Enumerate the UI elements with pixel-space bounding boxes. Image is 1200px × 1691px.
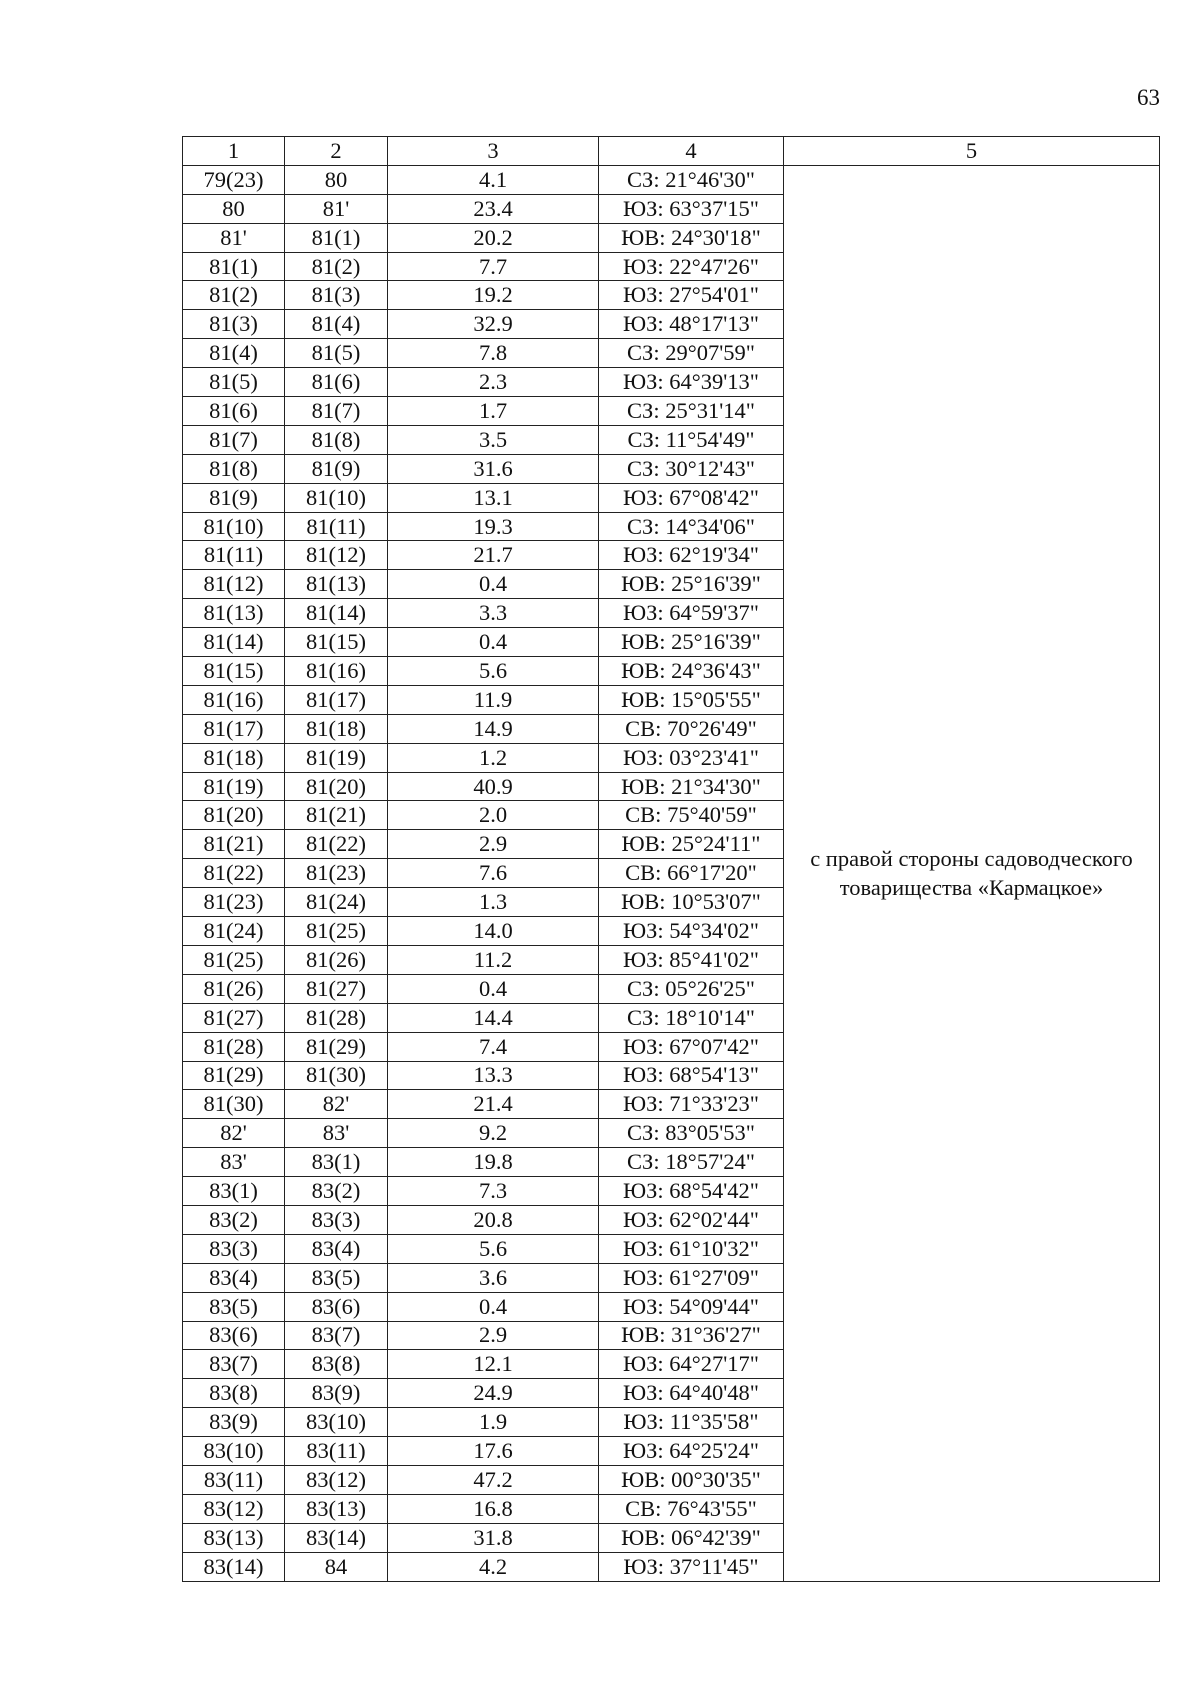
- distance-cell: 24.9: [388, 1379, 599, 1408]
- from-point-cell: 83(14): [183, 1552, 285, 1581]
- distance-cell: 7.7: [388, 252, 599, 281]
- from-point-cell: 81(22): [183, 859, 285, 888]
- from-point-cell: 81': [183, 223, 285, 252]
- distance-cell: 47.2: [388, 1465, 599, 1494]
- bearing-cell: ЮВ: 00°30'35": [599, 1465, 784, 1494]
- distance-cell: 19.2: [388, 281, 599, 310]
- page-number: 63: [1137, 85, 1160, 110]
- bearing-cell: ЮЗ: 22°47'26": [599, 252, 784, 281]
- bearing-cell: ЮВ: 25°16'39": [599, 570, 784, 599]
- to-point-cell: 81(3): [285, 281, 388, 310]
- from-point-cell: 81(24): [183, 917, 285, 946]
- bearing-cell: ЮЗ: 64°39'13": [599, 368, 784, 397]
- bearing-cell: СЗ: 18°57'24": [599, 1148, 784, 1177]
- from-point-cell: 83(4): [183, 1263, 285, 1292]
- to-point-cell: 83(14): [285, 1523, 388, 1552]
- to-point-cell: 81': [285, 194, 388, 223]
- distance-cell: 4.1: [388, 165, 599, 194]
- from-point-cell: 81(6): [183, 397, 285, 426]
- bearing-cell: ЮВ: 06°42'39": [599, 1523, 784, 1552]
- from-point-cell: 80: [183, 194, 285, 223]
- to-point-cell: 81(12): [285, 541, 388, 570]
- distance-cell: 11.9: [388, 685, 599, 714]
- distance-cell: 2.9: [388, 1321, 599, 1350]
- column-header-3: 3: [388, 137, 599, 166]
- to-point-cell: 84: [285, 1552, 388, 1581]
- from-point-cell: 81(3): [183, 310, 285, 339]
- from-point-cell: 83(2): [183, 1205, 285, 1234]
- from-point-cell: 83(1): [183, 1177, 285, 1206]
- from-point-cell: 81(5): [183, 368, 285, 397]
- column-header-1: 1: [183, 137, 285, 166]
- bearing-cell: ЮЗ: 61°10'32": [599, 1234, 784, 1263]
- bearing-cell: СВ: 75°40'59": [599, 801, 784, 830]
- from-point-cell: 81(15): [183, 657, 285, 686]
- to-point-cell: 83(3): [285, 1205, 388, 1234]
- bearing-cell: СЗ: 83°05'53": [599, 1119, 784, 1148]
- bearing-cell: ЮЗ: 64°59'37": [599, 599, 784, 628]
- from-point-cell: 83(5): [183, 1292, 285, 1321]
- to-point-cell: 81(1): [285, 223, 388, 252]
- from-point-cell: 81(29): [183, 1061, 285, 1090]
- distance-cell: 9.2: [388, 1119, 599, 1148]
- distance-cell: 31.6: [388, 454, 599, 483]
- bearing-cell: ЮЗ: 62°19'34": [599, 541, 784, 570]
- from-point-cell: 81(2): [183, 281, 285, 310]
- from-point-cell: 81(8): [183, 454, 285, 483]
- from-point-cell: 81(16): [183, 685, 285, 714]
- from-point-cell: 81(26): [183, 974, 285, 1003]
- bearing-cell: ЮЗ: 54°34'02": [599, 917, 784, 946]
- distance-cell: 19.8: [388, 1148, 599, 1177]
- to-point-cell: 83': [285, 1119, 388, 1148]
- distance-cell: 5.6: [388, 1234, 599, 1263]
- to-point-cell: 81(8): [285, 425, 388, 454]
- to-point-cell: 81(19): [285, 743, 388, 772]
- distance-cell: 21.4: [388, 1090, 599, 1119]
- bearing-cell: ЮЗ: 48°17'13": [599, 310, 784, 339]
- to-point-cell: 83(10): [285, 1408, 388, 1437]
- bearing-cell: ЮЗ: 62°02'44": [599, 1205, 784, 1234]
- to-point-cell: 81(6): [285, 368, 388, 397]
- from-point-cell: 81(23): [183, 888, 285, 917]
- distance-cell: 13.1: [388, 483, 599, 512]
- from-point-cell: 83(7): [183, 1350, 285, 1379]
- to-point-cell: 81(7): [285, 397, 388, 426]
- distance-cell: 32.9: [388, 310, 599, 339]
- bearing-cell: ЮВ: 31°36'27": [599, 1321, 784, 1350]
- from-point-cell: 81(11): [183, 541, 285, 570]
- distance-cell: 17.6: [388, 1437, 599, 1466]
- table-body: [183, 165, 1160, 1581]
- distance-cell: 13.3: [388, 1061, 599, 1090]
- table-header-row: [183, 137, 1160, 166]
- from-point-cell: 83(3): [183, 1234, 285, 1263]
- bearing-cell: ЮВ: 25°24'11": [599, 830, 784, 859]
- to-point-cell: 81(26): [285, 945, 388, 974]
- bearing-cell: СВ: 66°17'20": [599, 859, 784, 888]
- bearing-cell: ЮВ: 15°05'55": [599, 685, 784, 714]
- bearing-cell: СЗ: 25°31'14": [599, 397, 784, 426]
- distance-cell: 0.4: [388, 1292, 599, 1321]
- distance-cell: 21.7: [388, 541, 599, 570]
- to-point-cell: 81(28): [285, 1003, 388, 1032]
- distance-cell: 5.6: [388, 657, 599, 686]
- to-point-cell: 83(12): [285, 1465, 388, 1494]
- bearing-cell: СЗ: 14°34'06": [599, 512, 784, 541]
- distance-cell: 7.4: [388, 1032, 599, 1061]
- distance-cell: 16.8: [388, 1494, 599, 1523]
- distance-cell: 3.5: [388, 425, 599, 454]
- from-point-cell: 81(21): [183, 830, 285, 859]
- distance-cell: 7.8: [388, 339, 599, 368]
- distance-cell: 1.3: [388, 888, 599, 917]
- bearing-cell: СЗ: 05°26'25": [599, 974, 784, 1003]
- column-header-2: 2: [285, 137, 388, 166]
- from-point-cell: 81(19): [183, 772, 285, 801]
- distance-cell: 1.9: [388, 1408, 599, 1437]
- from-point-cell: 81(4): [183, 339, 285, 368]
- distance-cell: 31.8: [388, 1523, 599, 1552]
- to-point-cell: 81(30): [285, 1061, 388, 1090]
- from-point-cell: 81(7): [183, 425, 285, 454]
- distance-cell: 4.2: [388, 1552, 599, 1581]
- to-point-cell: 81(5): [285, 339, 388, 368]
- bearing-cell: ЮВ: 24°30'18": [599, 223, 784, 252]
- bearing-cell: ЮЗ: 85°41'02": [599, 945, 784, 974]
- bearing-cell: ЮВ: 25°16'39": [599, 628, 784, 657]
- bearing-cell: ЮВ: 24°36'43": [599, 657, 784, 686]
- distance-cell: 0.4: [388, 974, 599, 1003]
- from-point-cell: 81(28): [183, 1032, 285, 1061]
- to-point-cell: 81(18): [285, 714, 388, 743]
- distance-cell: 14.0: [388, 917, 599, 946]
- bearing-cell: СЗ: 30°12'43": [599, 454, 784, 483]
- distance-cell: 3.6: [388, 1263, 599, 1292]
- distance-cell: 40.9: [388, 772, 599, 801]
- from-point-cell: 81(17): [183, 714, 285, 743]
- bearing-cell: ЮЗ: 67°08'42": [599, 483, 784, 512]
- column-header-5: 5: [784, 137, 1160, 166]
- bearing-cell: ЮЗ: 64°27'17": [599, 1350, 784, 1379]
- distance-cell: 14.9: [388, 714, 599, 743]
- distance-cell: 20.2: [388, 223, 599, 252]
- boundary-description-cell: [784, 165, 1160, 1581]
- to-point-cell: 80: [285, 165, 388, 194]
- to-point-cell: 83(6): [285, 1292, 388, 1321]
- to-point-cell: 81(10): [285, 483, 388, 512]
- to-point-cell: 81(2): [285, 252, 388, 281]
- bearing-cell: ЮЗ: 67°07'42": [599, 1032, 784, 1061]
- from-point-cell: 81(30): [183, 1090, 285, 1119]
- bearing-cell: ЮЗ: 54°09'44": [599, 1292, 784, 1321]
- bearing-cell: ЮЗ: 37°11'45": [599, 1552, 784, 1581]
- bearing-cell: СЗ: 21°46'30": [599, 165, 784, 194]
- to-point-cell: 83(13): [285, 1494, 388, 1523]
- to-point-cell: 81(22): [285, 830, 388, 859]
- from-point-cell: 81(12): [183, 570, 285, 599]
- to-point-cell: 81(4): [285, 310, 388, 339]
- distance-cell: 20.8: [388, 1205, 599, 1234]
- to-point-cell: 81(24): [285, 888, 388, 917]
- from-point-cell: 79(23): [183, 165, 285, 194]
- to-point-cell: 81(15): [285, 628, 388, 657]
- distance-cell: 12.1: [388, 1350, 599, 1379]
- from-point-cell: 83(6): [183, 1321, 285, 1350]
- from-point-cell: 81(9): [183, 483, 285, 512]
- from-point-cell: 83(12): [183, 1494, 285, 1523]
- from-point-cell: 83(11): [183, 1465, 285, 1494]
- from-point-cell: 83(9): [183, 1408, 285, 1437]
- bearing-cell: ЮЗ: 64°25'24": [599, 1437, 784, 1466]
- distance-cell: 0.4: [388, 628, 599, 657]
- distance-cell: 23.4: [388, 194, 599, 223]
- to-point-cell: 83(11): [285, 1437, 388, 1466]
- distance-cell: 2.0: [388, 801, 599, 830]
- distance-cell: 19.3: [388, 512, 599, 541]
- to-point-cell: 81(27): [285, 974, 388, 1003]
- from-point-cell: 81(18): [183, 743, 285, 772]
- from-point-cell: 81(1): [183, 252, 285, 281]
- bearings-table: [182, 136, 1160, 1582]
- to-point-cell: 81(23): [285, 859, 388, 888]
- bearing-cell: СЗ: 18°10'14": [599, 1003, 784, 1032]
- distance-cell: 11.2: [388, 945, 599, 974]
- to-point-cell: 81(29): [285, 1032, 388, 1061]
- from-point-cell: 83': [183, 1148, 285, 1177]
- from-point-cell: 81(27): [183, 1003, 285, 1032]
- to-point-cell: 83(7): [285, 1321, 388, 1350]
- bearing-cell: ЮЗ: 11°35'58": [599, 1408, 784, 1437]
- to-point-cell: 81(20): [285, 772, 388, 801]
- from-point-cell: 83(8): [183, 1379, 285, 1408]
- bearing-cell: СЗ: 11°54'49": [599, 425, 784, 454]
- distance-cell: 7.6: [388, 859, 599, 888]
- bearing-cell: ЮЗ: 68°54'42": [599, 1177, 784, 1206]
- to-point-cell: 81(9): [285, 454, 388, 483]
- column-header-4: 4: [599, 137, 784, 166]
- from-point-cell: 81(13): [183, 599, 285, 628]
- to-point-cell: 81(25): [285, 917, 388, 946]
- bearing-cell: СВ: 76°43'55": [599, 1494, 784, 1523]
- bearing-cell: ЮЗ: 03°23'41": [599, 743, 784, 772]
- to-point-cell: 83(5): [285, 1263, 388, 1292]
- to-point-cell: 81(17): [285, 685, 388, 714]
- from-point-cell: 81(14): [183, 628, 285, 657]
- bearing-cell: ЮЗ: 27°54'01": [599, 281, 784, 310]
- to-point-cell: 81(21): [285, 801, 388, 830]
- distance-cell: 1.2: [388, 743, 599, 772]
- bearing-cell: ЮВ: 10°53'07": [599, 888, 784, 917]
- to-point-cell: 83(4): [285, 1234, 388, 1263]
- to-point-cell: 82': [285, 1090, 388, 1119]
- to-point-cell: 81(11): [285, 512, 388, 541]
- distance-cell: 1.7: [388, 397, 599, 426]
- to-point-cell: 83(8): [285, 1350, 388, 1379]
- boundary-description-line: с правой стороны садоводческого: [810, 846, 1133, 872]
- table-row: [183, 165, 1160, 194]
- from-point-cell: 81(10): [183, 512, 285, 541]
- boundary-description-line: товарищества «Кармацкое»: [839, 875, 1104, 901]
- distance-cell: 14.4: [388, 1003, 599, 1032]
- from-point-cell: 81(25): [183, 945, 285, 974]
- distance-cell: 0.4: [388, 570, 599, 599]
- to-point-cell: 81(16): [285, 657, 388, 686]
- bearing-cell: СЗ: 29°07'59": [599, 339, 784, 368]
- bearing-cell: СВ: 70°26'49": [599, 714, 784, 743]
- distance-cell: 3.3: [388, 599, 599, 628]
- from-point-cell: 83(10): [183, 1437, 285, 1466]
- bearing-cell: ЮВ: 21°34'30": [599, 772, 784, 801]
- bearing-cell: ЮЗ: 63°37'15": [599, 194, 784, 223]
- to-point-cell: 83(2): [285, 1177, 388, 1206]
- to-point-cell: 81(13): [285, 570, 388, 599]
- to-point-cell: 83(1): [285, 1148, 388, 1177]
- to-point-cell: 83(9): [285, 1379, 388, 1408]
- from-point-cell: 81(20): [183, 801, 285, 830]
- distance-cell: 2.3: [388, 368, 599, 397]
- distance-cell: 7.3: [388, 1177, 599, 1206]
- bearing-cell: ЮЗ: 68°54'13": [599, 1061, 784, 1090]
- from-point-cell: 82': [183, 1119, 285, 1148]
- from-point-cell: 83(13): [183, 1523, 285, 1552]
- bearing-cell: ЮЗ: 64°40'48": [599, 1379, 784, 1408]
- bearing-cell: ЮЗ: 61°27'09": [599, 1263, 784, 1292]
- bearing-cell: ЮЗ: 71°33'23": [599, 1090, 784, 1119]
- to-point-cell: 81(14): [285, 599, 388, 628]
- distance-cell: 2.9: [388, 830, 599, 859]
